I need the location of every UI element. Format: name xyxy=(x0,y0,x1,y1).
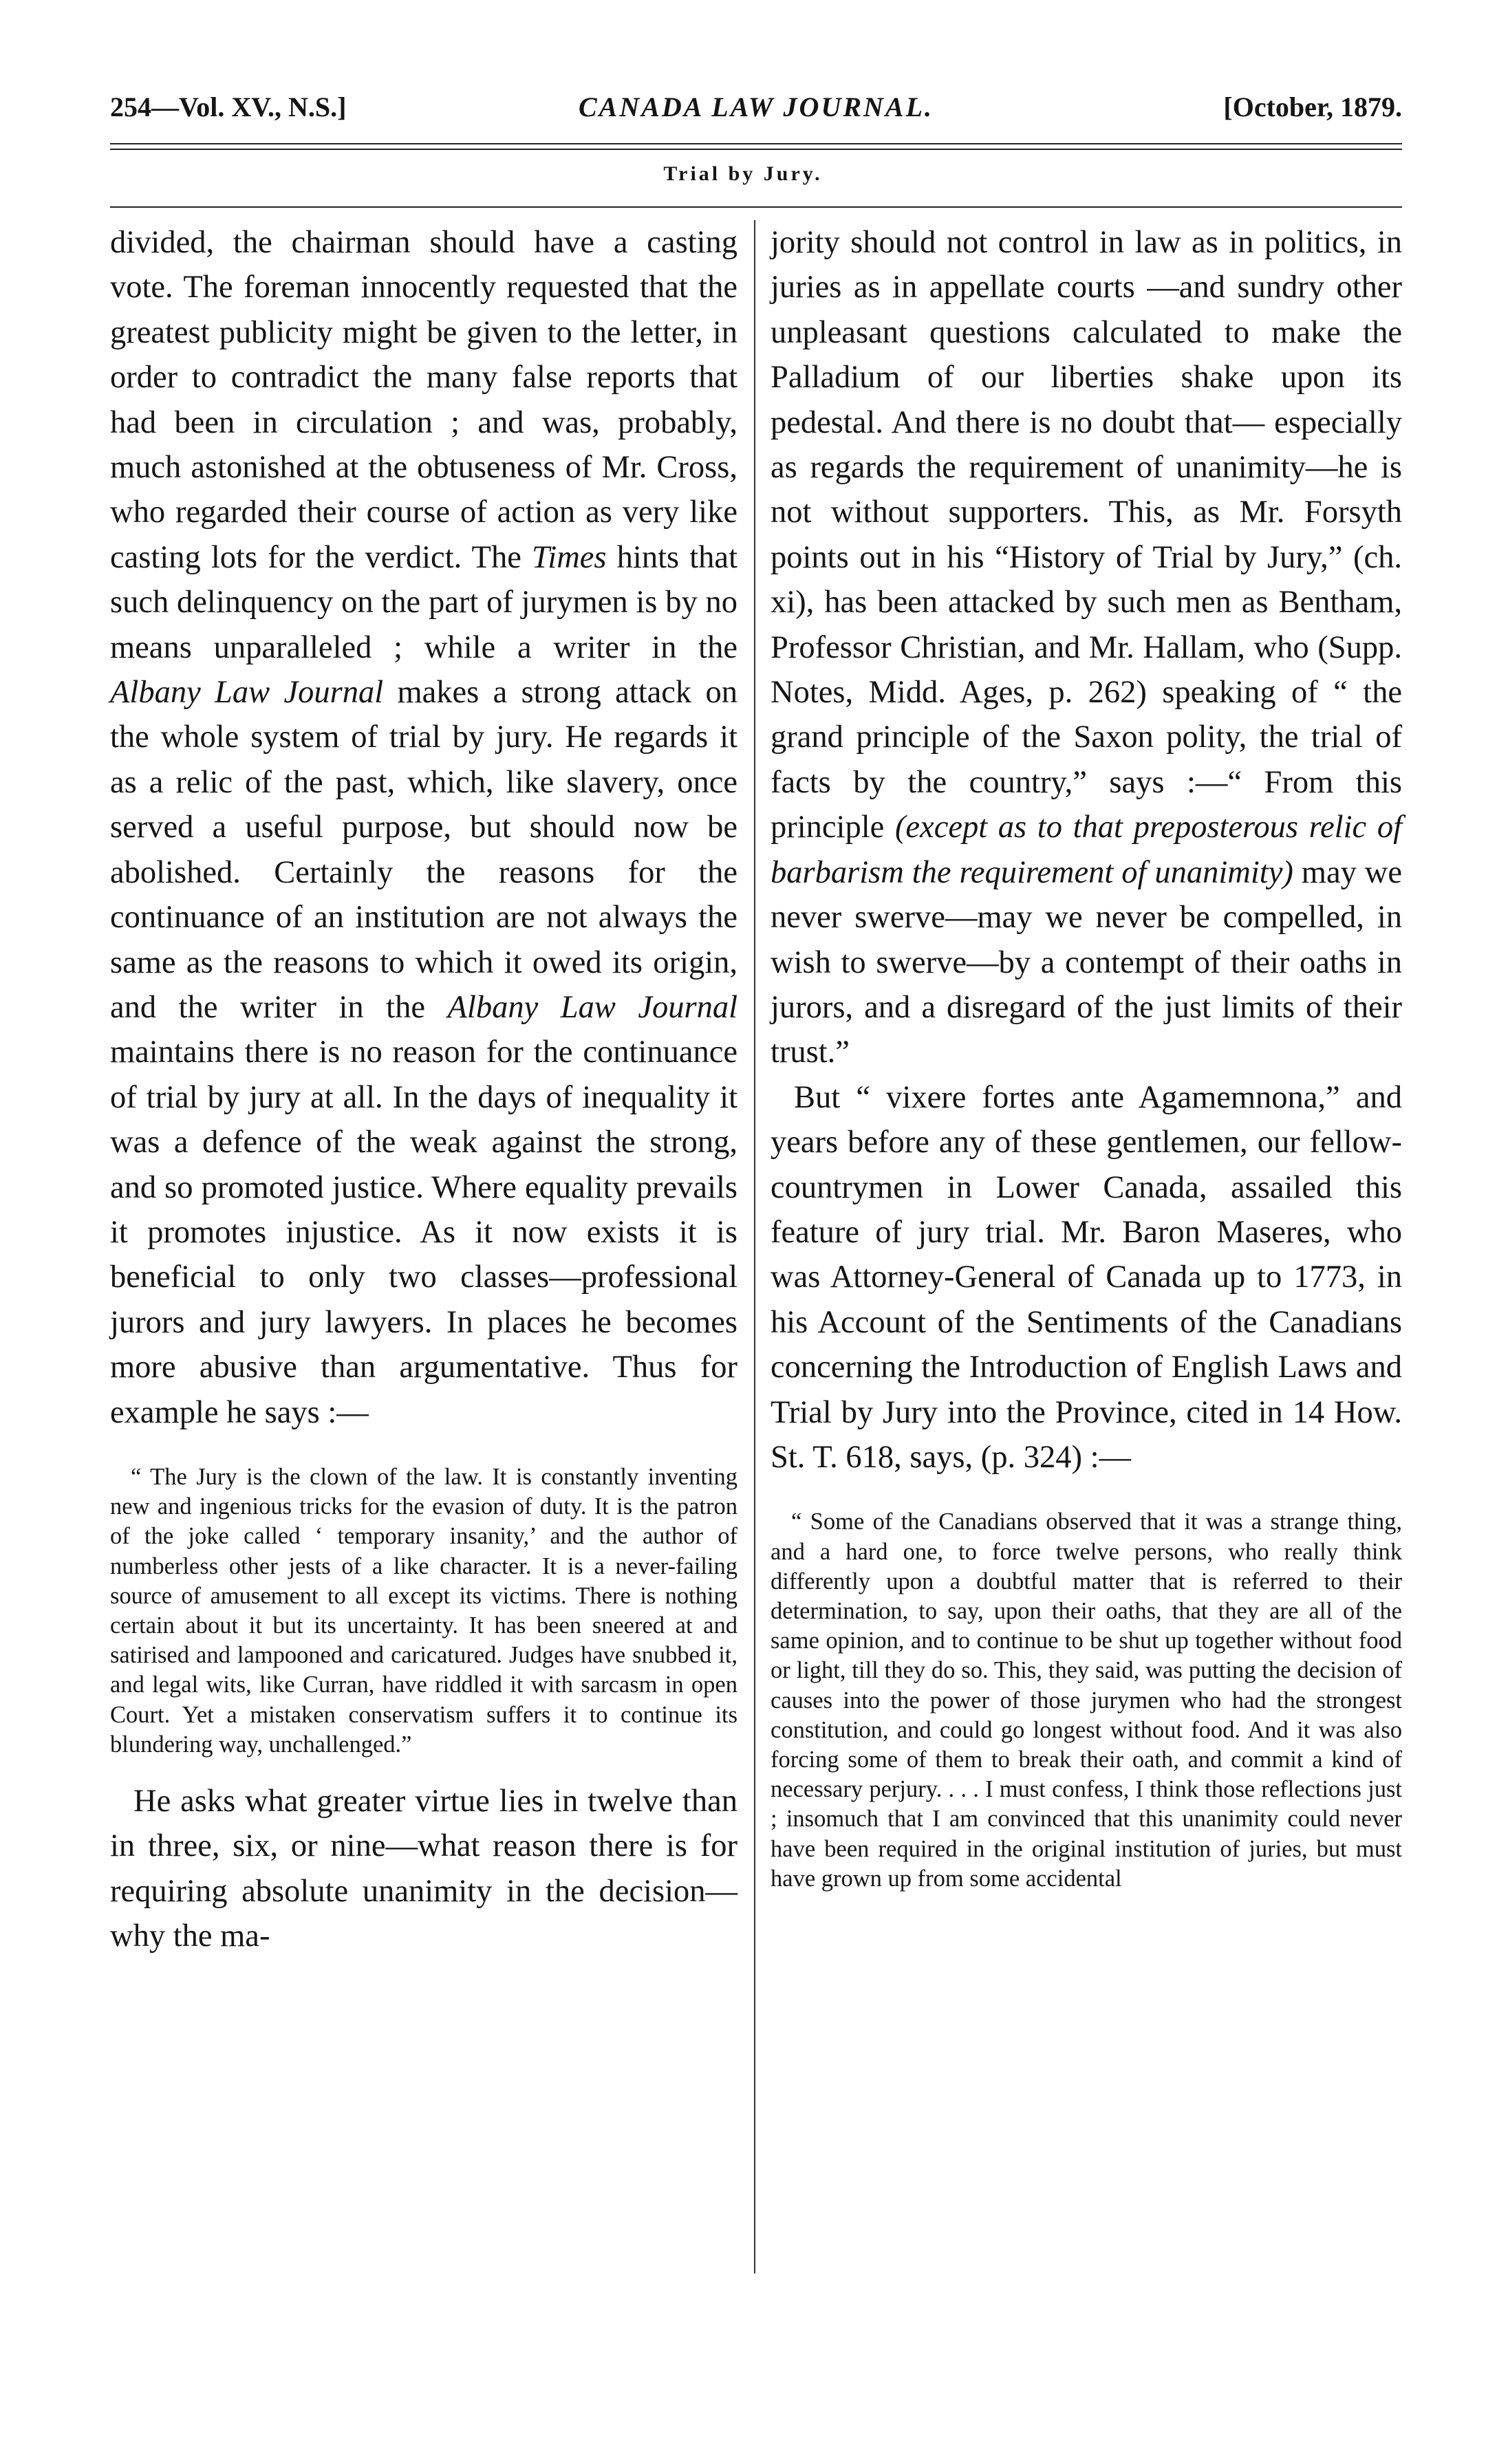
section-rule xyxy=(110,206,1402,208)
text-run: hints that such delinquency on the part of jurymen is by no means unparalleled ; while a writer in the xyxy=(110,539,737,665)
issue-date: [October, 1879. xyxy=(1223,91,1402,122)
quote-text: “ The Jury is the clown of the law. It is constantly inventing new and ingenious tricks for the evasion of duty. It is the patron of the joke called ‘ temporary insanity,’ and the author of numberless other jests of a like character. It is a never-failing source of amusement to all except its victims. There is nothing certain about it but its uncertainty. It has been sneered at and satirised and lampooned and caricatured. Judges have snubbed it, and legal wits, like Curran, have riddled it with sarcasm in open Court. Yet a mistaken conservatism suffers it to continue its blundering way, unchallenged.” xyxy=(110,1463,737,1758)
paragraph-text: But “ vixere fortes ante Agamemnona,” and years before any of these gentlemen, our fellow-countrymen in Lower Canada, assailed this feature of jury trial. Mr. Baron Maseres, who was Attorney-General of Canada up to 1773, in his Account of the Sentiments of the Canadians concerning the Introduction of English Laws and Trial by Jury into the Province, cited in 14 How. St. T. 618, says, (p. 324) :— xyxy=(771,1079,1402,1475)
text-run: maintains there is no reason for the continuance of trial by jury at all. In the days of inequality it was a defence of the weak against the strong, and so promoted justice. Where equality prevails it promotes injustice. As it now exists it is beneficial to only two classes—professional jurors and jury lawyers. In places he becomes more abusive than argumentative. Thus for example he says :— xyxy=(110,1035,737,1430)
left-block-quote xyxy=(110,1462,737,1760)
italic-quotation: (except as to that preposterous relic of barbarism the requirement of unanimity) xyxy=(771,810,1402,890)
text-run: divided, the chairman should have a casting vote. The foreman innocently requested that the greatest publicity might be given to the letter, in order to contradict the many false reports that had been in circulation ; and was, probably, much astonished at the obtuseness of Mr. Cross, who regarded their course of action as very like casting lots for the verdict. The xyxy=(110,225,737,575)
right-column xyxy=(771,220,1402,1894)
section-title: Trial by Jury. xyxy=(663,162,823,185)
right-paragraph-1 xyxy=(771,220,1402,1075)
journal-title: CANADA LAW JOURNAL. xyxy=(578,91,934,122)
times-reference: Times xyxy=(532,539,607,575)
paragraph-text: He asks what greater virtue lies in twelve than in three, six, or nine—what reason there is for requiring absolute unanimity in the decision—why the ma- xyxy=(110,1784,737,1954)
running-head xyxy=(110,91,1402,139)
header-rule-bottom xyxy=(110,149,1402,150)
text-run: makes a strong attack on the whole system of trial by jury. He regards it as a relic of the past, which, like slavery, once served a useful purpose, but should now be abolished. Certainly the reasons for the continuance of an institution are not always the same as the reasons to which it owed its origin, and the writer in the xyxy=(110,675,737,1025)
albany-law-journal-reference: Albany Law Journal xyxy=(110,675,384,711)
right-paragraph-2 xyxy=(771,1075,1402,1480)
left-paragraph-1 xyxy=(110,220,737,1435)
text-run: may we never swerve—may we never be compelled, in wish to swerve—by a contempt of their oaths in jurors, and a disregard of the just limits of their trust.” xyxy=(771,854,1402,1070)
right-block-quote xyxy=(771,1507,1402,1894)
quote-text: “ Some of the Canadians observed that it was a strange thing, and a hard one, to force twelve persons, who really think differently upon a doubtful matter that is referred to their determination, to say, upon their oaths, that they are all of the same opinion, and to continue to be shut up together without food or light, till they do so. This, they said, was putting the decision of causes into the power of those jurymen who had the strongest constitution, and could go longest without food. And it was also forcing some of them to break their oath, and commit a kind of necessary perjury. . . . I must confess, I think those reflections just ; insomuch that I am convinced that this unanimity could never have been required in the original institution of juries, but must have grown up from some accidental xyxy=(771,1509,1402,1892)
left-column xyxy=(110,220,737,1959)
albany-law-journal-reference: Albany Law Journal xyxy=(447,989,738,1025)
page-volume: 254—Vol. XV., N.S.] xyxy=(110,91,347,122)
left-paragraph-2 xyxy=(110,1779,737,1959)
text-run: jority should not control in law as in politics, in juries as in appellate courts —and sundry other unpleasant questions calculated to make the Palladium of our liberties shake upon its pedestal. And there is no doubt that— especially as regards the requirement of unanimity—he is not without supporters. This, as Mr. Forsyth points out in his “History of Trial by Jury,” (ch. xi), has been attacked by such men as Bentham, Professor Christian, and Mr. Hallam, who (Supp. Notes, Midd. Ages, p. 262) speaking of “ the grand principle of the Saxon polity, the trial of facts by the country,” says :—“ From this principle xyxy=(771,225,1402,845)
column-divider xyxy=(754,220,755,2273)
header-rule-top xyxy=(110,143,1402,144)
